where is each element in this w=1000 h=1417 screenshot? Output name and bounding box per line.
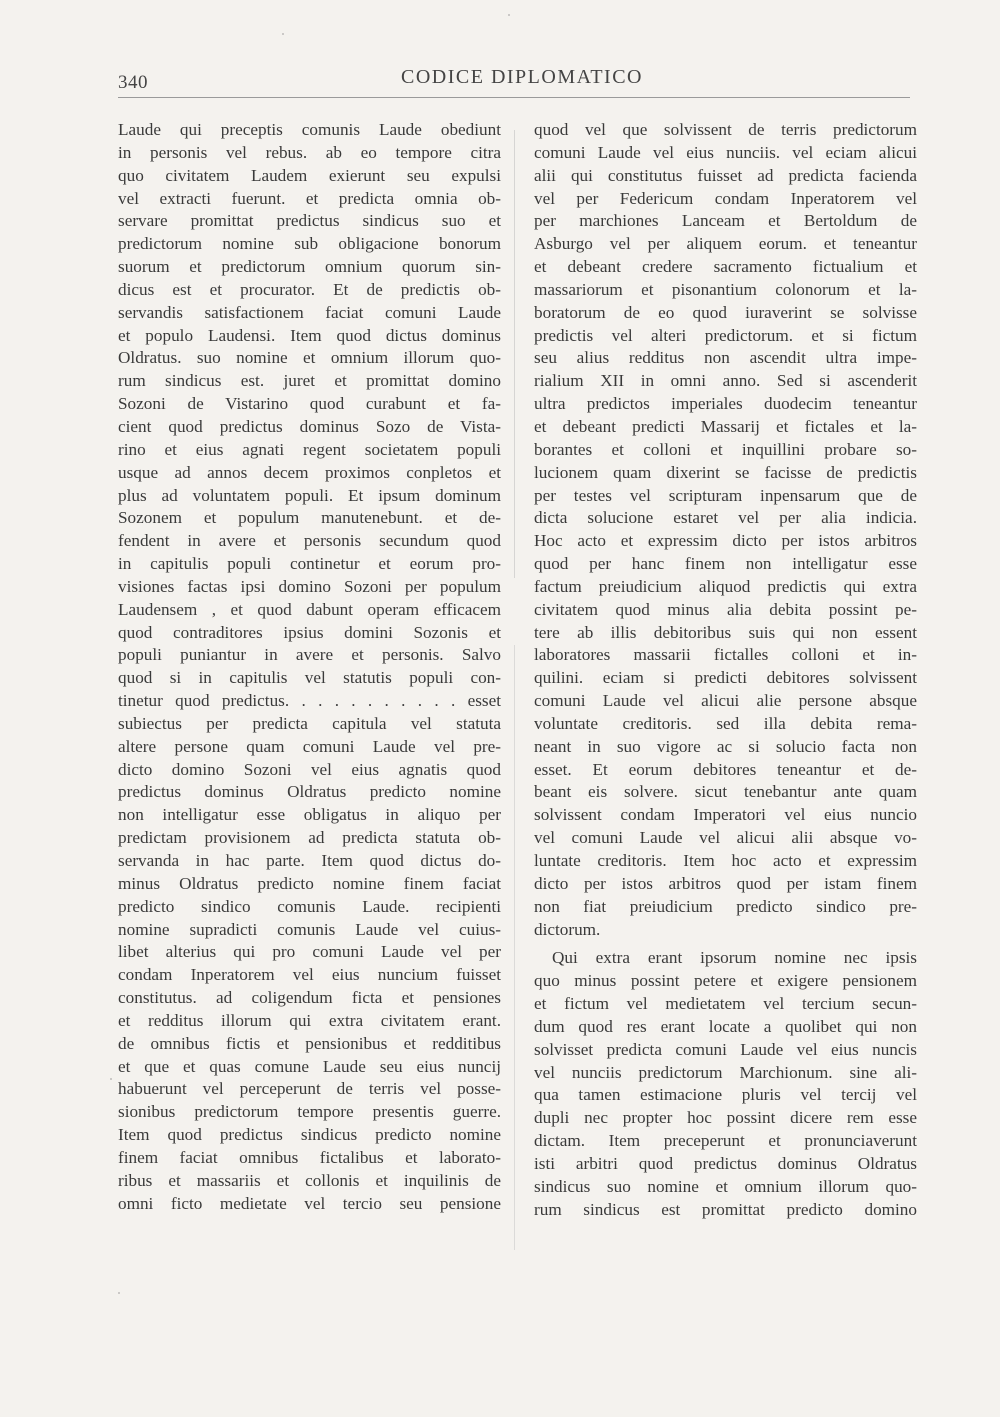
text-line: rum sindicus est promittat predicto domino — [534, 1199, 917, 1219]
text-line: vel comuni Laude vel alicui alii absque vo- — [534, 828, 917, 848]
text-line: Qui extra erant ipsorum nomine nec ipsis — [552, 948, 917, 968]
page-number: 340 — [118, 72, 148, 93]
text-line: cient quod predictus dominus Sozo de Vista- — [118, 416, 501, 436]
text-line: dum quod res erant locate a quolibet qui non — [534, 1016, 917, 1036]
text-line: comuni Laude vel eius nunciis. vel eciam alicui — [534, 142, 917, 162]
text-line: comuni Laude vel alicui alie persone absque — [534, 691, 917, 711]
text-line: non fiat preiudicium predicto sindico pre- — [534, 896, 917, 916]
text-line: borantes et colloni et inquillini probare so- — [534, 439, 917, 459]
page-header — [118, 64, 908, 98]
right-column — [534, 119, 917, 1222]
text-line: civitatem quod minus alia debita possint pe- — [534, 599, 917, 619]
text-line: rum sindicus est. juret et promittat domino — [118, 371, 501, 391]
text-line: luntate creditoris. Item hoc acto et expressim — [534, 851, 917, 870]
running-title: CODICE DIPLOMATICO — [401, 66, 643, 88]
text-line: condam Inperatorem vel eius nuncium fuisset — [118, 965, 501, 985]
text-line: et redditus illorum qui extra civitatem erant. — [118, 1010, 501, 1030]
text-line: et debeant credere sacramento fictualium et — [534, 257, 917, 277]
text-line: tere ab illis debitoribus suis qui non essent — [534, 622, 917, 642]
text-line: solvisset predicta comuni Laude vel eius nuncis — [534, 1039, 917, 1059]
paper-speck — [110, 1078, 112, 1080]
header-rule — [118, 97, 910, 98]
text-line: predictis vel alteri predictorum. et si fictum — [534, 325, 917, 345]
text-line: libet alterius qui pro comuni Laude vel per — [118, 942, 501, 962]
text-line: rino et eius agnati regent societatem populi — [118, 439, 501, 459]
text-line: dicta solucione estaret vel per alia indicia. — [534, 508, 917, 528]
text-line: de omnibus fictis et pensionibus et redditibus — [118, 1033, 501, 1053]
text-line: Hoc acto et expressim dicto per istos arbitros — [534, 531, 917, 551]
text-line: quod si in capitulis vel statutis populi con- — [118, 668, 501, 688]
text-line: vel extracti fuerunt. et predicta omnia ob- — [118, 188, 501, 208]
text-line: nomine supradicti comunis Laude vel cuius- — [118, 919, 501, 939]
paper-speck — [118, 1292, 120, 1294]
text-line: Sozonem et populum manutenebunt. et de- — [118, 508, 501, 528]
text-line: finem faciat omnibus fictalibus et laborato- — [118, 1147, 501, 1167]
text-line: boratorum de eo quod iuraverint se solvisse — [534, 302, 917, 322]
text-line: quo minus possint petere et exigere pensionem — [534, 971, 917, 991]
text-line: rialium XII in omni anno. Sed si ascenderit — [534, 371, 917, 391]
text-line: vel per Federicum condam Inperatorem vel — [534, 188, 917, 208]
text-line: vel nunciis predictorum Marchionum. sine ali- — [534, 1062, 917, 1082]
paper-speck — [282, 33, 284, 35]
text-line: quo civitatem Laudem exierunt seu expulsi — [118, 165, 501, 185]
text-line: Laudensem , et quod dabunt operam efficacem — [118, 599, 501, 619]
text-line: in capitulis populi continetur et eorum pro- — [118, 554, 501, 574]
text-line: omni ficto medietate vel tercio seu pensione — [118, 1193, 501, 1213]
text-line: non intelligatur esse obligatus in aliquo per — [118, 805, 501, 825]
text-line: quod vel que solvissent de terris predictorum — [534, 120, 917, 139]
text-line: qua tamen estimacione pluris vel tercij vel — [534, 1085, 917, 1105]
left-column — [118, 119, 501, 1216]
text-line: usque ad annos decem proximos conpletos et — [118, 462, 501, 482]
text-line: servanda in hac parte. Item quod dictus do- — [118, 851, 501, 870]
text-line: Item quod predictus sindicus predicto nomine — [118, 1125, 501, 1145]
text-line: plus ad voluntatem populi. Et ipsum dominum — [118, 485, 501, 505]
text-line: dicto domino Sozoni vel eius agnatis quod — [118, 759, 501, 779]
text-line: et fictum vel medietatem vel tercium secun- — [534, 994, 917, 1014]
text-line: dicus est et procurator. Et de predictis ob- — [118, 279, 501, 299]
text-line: sindicus suo nomine et omnium illorum quo- — [534, 1176, 917, 1196]
text-line: per marchiones Lanceam et Bertoldum de — [534, 211, 917, 231]
text-line: predicto sindico comunis Laude. recipienti — [118, 896, 501, 916]
text-line: laboratores massarii fictalles colloni et in- — [534, 645, 917, 665]
text-line: massariorum et pisonantium colonorum et la- — [534, 279, 917, 299]
text-line: solvissent condam Imperatori vel eius nuncio — [534, 805, 917, 825]
text-line: quod per hanc finem non intelligatur esse — [534, 554, 917, 574]
text-line: dicto per istos arbitros quod per istam finem — [534, 873, 917, 893]
text-line: suorum et predictorum omnium quorum sin- — [118, 257, 501, 277]
text-line: Sozoni de Vistarino quod curabunt et fa- — [118, 394, 501, 414]
text-line: servandis satisfactionem faciat comuni Laude — [118, 302, 501, 322]
text-line: lucionem quam dixerint se facisse de predictis — [534, 462, 917, 482]
text-line: quilini. eciam si predicti debitores solvissent — [534, 668, 917, 688]
text-line: subiectus per predicta capitula vel statuta — [118, 713, 501, 733]
text-line: quod contraditores ipsius domini Sozonis et — [118, 622, 501, 642]
text-line: predictam provisionem ad predicta statuta ob- — [118, 828, 501, 848]
text-line: tinetur quod predictus. . . . . . . . . . . esset — [118, 691, 501, 711]
text-line: visiones factas ipsi domino Sozoni per populum — [118, 576, 501, 596]
text-line: et populo Laudensi. Item quod dictus dominus — [118, 325, 501, 345]
text-line: isti arbitri quod predictus dominus Oldratus — [534, 1153, 917, 1173]
column-divider — [514, 130, 515, 1250]
text-line: et debeant predicti Massarij et fictales et la- — [534, 416, 917, 436]
text-line: minus Oldratus predicto nomine finem faciat — [118, 873, 501, 893]
text-line: neant in suo vigore ac si solucio facta non — [534, 736, 917, 756]
text-line: ribus et massariis et collonis et inquilinis de — [118, 1170, 501, 1190]
text-line: sionibus predictorum tempore presentis guerre. — [118, 1102, 501, 1122]
text-line: Asburgo vel per aliquem eorum. et teneantur — [534, 234, 917, 254]
text-line: seu alius redditus non ascendit ultra impe- — [534, 348, 917, 368]
text-line: Oldratus. suo nomine et omnium illorum quo- — [118, 348, 501, 368]
text-line: dupli nec propter hoc possint dicere rem esse — [534, 1108, 917, 1128]
text-line: in personis vel rebus. ab eo tempore citra — [118, 142, 501, 162]
text-line: fendent in avere et personis secundum quod — [118, 531, 501, 551]
text-line: constitutus. ad coligendum ficta et pensiones — [118, 988, 501, 1008]
text-line: dictorum. — [534, 919, 601, 939]
text-line: ultra predictos imperiales duodecim teneantur — [534, 394, 917, 414]
text-line: predictus dominus Oldratus predicto nomine — [118, 782, 501, 802]
text-line: alii qui constitutus fuisset ad predicta facienda — [534, 165, 917, 185]
text-line: servare promittat predictus sindicus suo et — [118, 211, 501, 231]
text-line: habuerunt vel perceperunt de terris vel posse- — [118, 1079, 501, 1099]
text-line: Laude qui preceptis comunis Laude obediunt — [118, 120, 501, 139]
text-line: populi puniantur in avere et personis. Salvo — [118, 645, 501, 665]
text-line: predictorum nomine sub obligacione bonorum — [118, 234, 501, 254]
text-line: factum preiudicium aliquod predictis qui extra — [534, 576, 917, 596]
text-line: voluntate creditoris. sed illa debita rema- — [534, 713, 917, 733]
paper-speck — [508, 14, 510, 16]
text-line: beant eis solvere. sicut tenebantur ante quam — [534, 782, 917, 802]
text-line: esset. Et eorum debitores teneantur et de- — [534, 759, 917, 779]
text-line: et que et quas comune Laude seu eius nuncij — [118, 1056, 501, 1076]
text-line: dictam. Item preceperunt et pronunciaverunt — [534, 1131, 917, 1151]
text-line: per testes vel scripturam inpensarum que de — [534, 485, 917, 505]
text-line: altere persone quam comuni Laude vel pre- — [118, 736, 501, 756]
